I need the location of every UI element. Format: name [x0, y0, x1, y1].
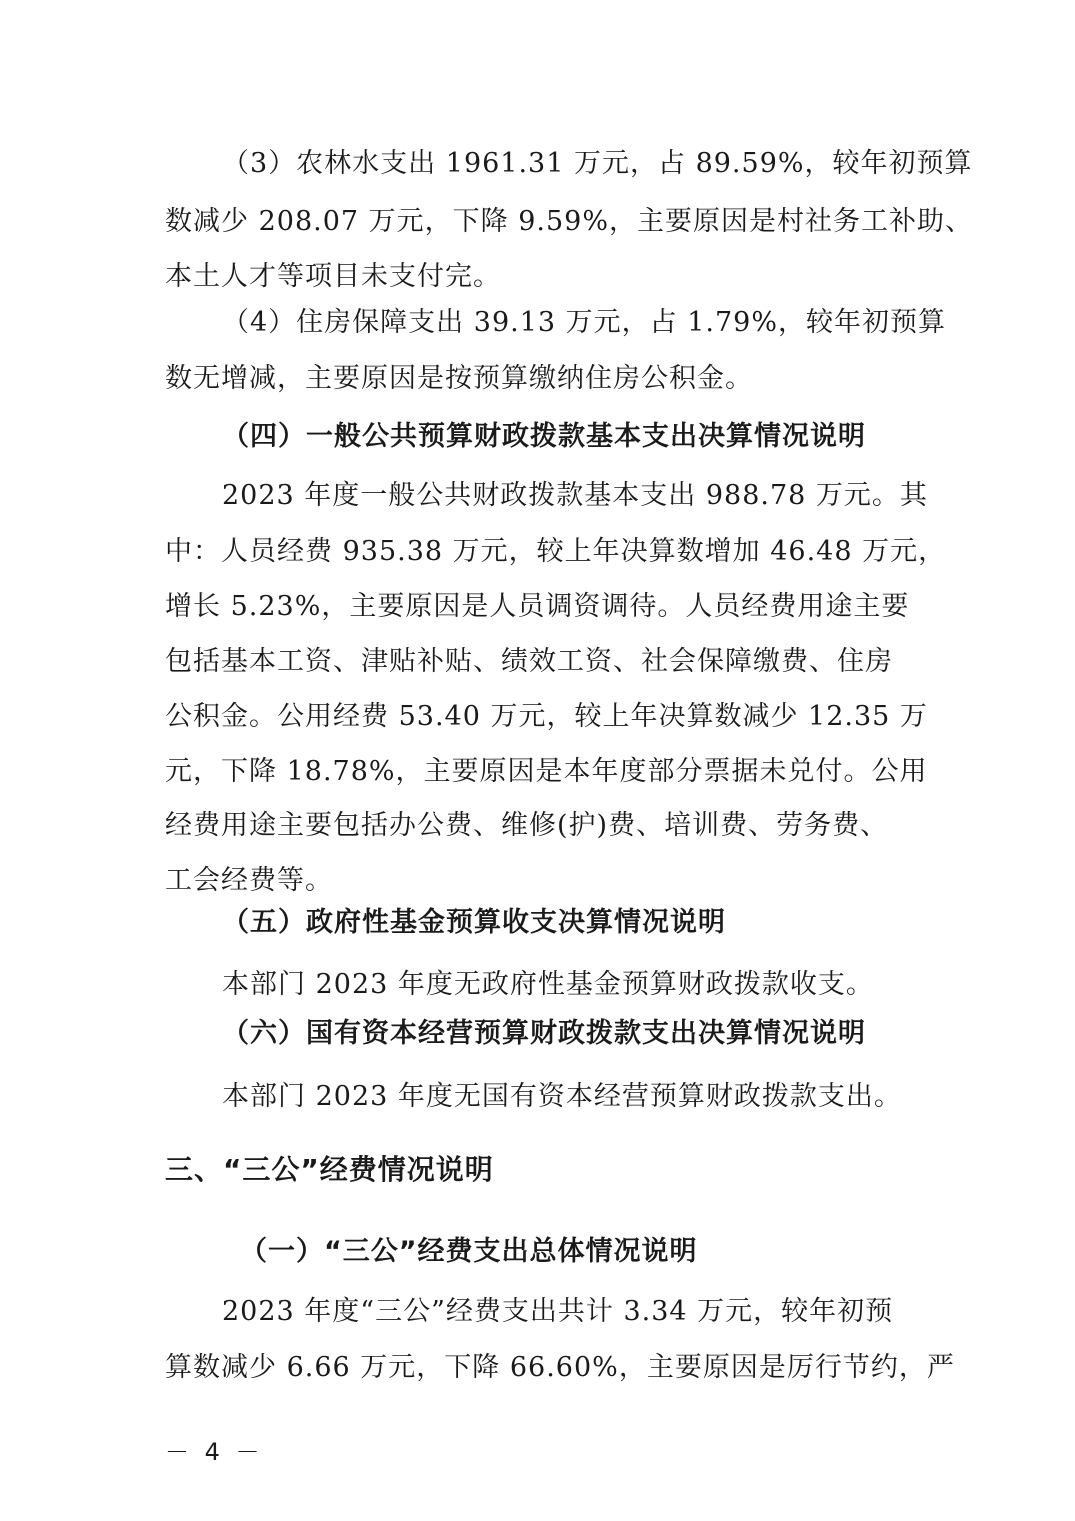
- paragraph-agri-line-2: 数减少 208.07 万元，下降 9.59%，主要原因是村社务工补助、: [165, 206, 973, 237]
- paragraph-agri-line-1: （3）农林水支出 1961.31 万元，占 89.59%，较年初预算: [222, 148, 973, 179]
- paragraph-state-capital: 本部门 2023 年度无国有资本经营预算财政拨款支出。: [222, 1081, 902, 1112]
- paragraph-housing-line-1: （4）住房保障支出 39.13 万元，占 1.79%，较年初预算: [222, 307, 946, 338]
- section-three-heading: 三、“三公”经费情况说明: [165, 1153, 494, 1186]
- paragraph-gov-fund: 本部门 2023 年度无政府性基金预算财政拨款收支。: [222, 969, 874, 1000]
- paragraph-agri-line-3: 本土人才等项目未支付完。: [165, 261, 501, 292]
- paragraph-basic-line-2: 中：人员经费 935.38 万元，较上年决算数增加 46.48 万元，: [165, 536, 947, 567]
- paragraph-basic-line-6: 元，下降 18.78%，主要原因是本年度部分票据未兑付。公用: [165, 756, 928, 787]
- paragraph-basic-line-3: 增长 5.23%，主要原因是人员调资调待。人员经费用途主要: [165, 591, 910, 622]
- paragraph-basic-line-7: 经费用途主要包括办公费、维修(护)费、培训费、劳务费、: [165, 810, 889, 841]
- paragraph-basic-line-4: 包括基本工资、津贴补贴、绩效工资、社会保障缴费、住房: [165, 646, 893, 677]
- paragraph-housing-line-2: 数无增减，主要原因是按预算缴纳住房公积金。: [165, 363, 753, 394]
- paragraph-three-public-line-1: 2023 年度“三公”经费支出共计 3.34 万元，较年初预: [222, 1296, 894, 1327]
- heading-basic-expense: （四）一般公共预算财政拨款基本支出决算情况说明: [222, 421, 866, 452]
- paragraph-basic-line-5: 公积金。公用经费 53.40 万元，较上年决算数减少 12.35 万: [165, 701, 928, 732]
- paragraph-basic-line-1: 2023 年度一般公共财政拨款基本支出 988.78 万元。其: [222, 480, 928, 511]
- heading-state-capital: （六）国有资本经营预算财政拨款支出决算情况说明: [222, 1018, 866, 1049]
- heading-three-public-overview: （一）“三公”经费支出总体情况说明: [240, 1236, 698, 1267]
- page-number: － 4 －: [165, 1438, 264, 1466]
- heading-gov-fund: （五）政府性基金预算收支决算情况说明: [222, 907, 726, 938]
- paragraph-basic-line-8: 工会经费等。: [165, 865, 333, 896]
- paragraph-three-public-line-2: 算数减少 6.66 万元，下降 66.60%，主要原因是厉行节约，严: [165, 1352, 955, 1383]
